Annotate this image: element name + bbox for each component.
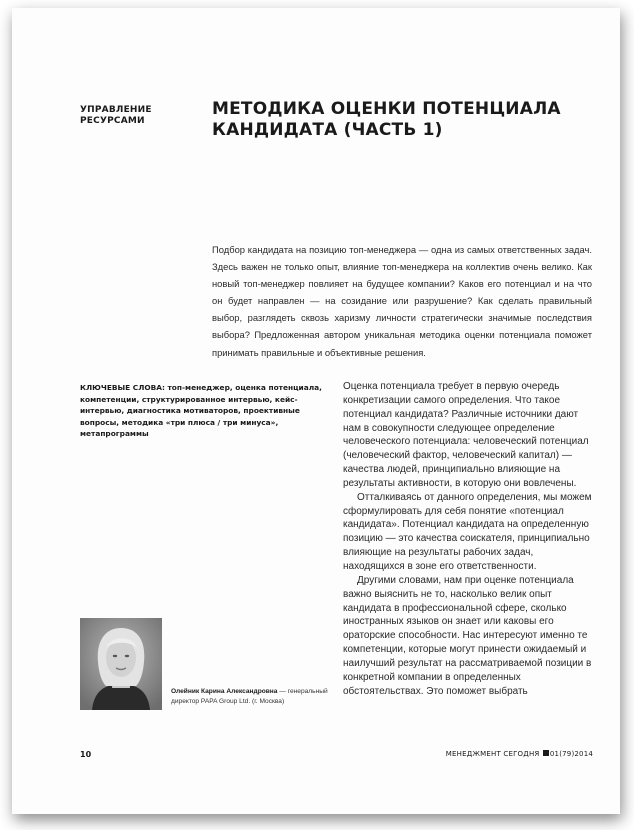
keywords-block [80,382,325,440]
journal-issue: 01(79)2014 [549,750,593,758]
author-caption [171,687,331,707]
page [12,8,620,814]
article-title: МЕТОДИКА ОЦЕНКИ ПОТЕНЦИАЛА КАНДИДАТА (ЧАСТЬ 1) [212,99,561,140]
body-paragraph: Отталкиваясь от данного определения, мы можем сформулировать для себя понятие «потенциал кандидата». Потенциал кандидата на определенную позицию — это качества соискателя, принципиально влияющие на результаты рабочих задач, находящихся в зоне его ответственности. [343,491,592,572]
section-label: УПРАВЛЕНИЕ РЕСУРСАМИ [80,105,152,126]
square-icon [543,750,549,756]
article-lead: Подбор кандидата на позицию топ-менеджера — одна из самых ответственных задач. Здесь важен не только опыт, влияние топ-менеджера на коллектив очень велико. Как новый топ-менеджер повлияет на будущее компании? Каков его потенциал и на что он будет направлен — на созидание или разрушение? Как сделать правильный выбор, разглядеть сквозь харизму личности стратегически значимые последствия выбора? Предложенная автором уникальная методика оценки потенциала поможет принимать правильные и объективные решения. [212,244,592,358]
page-number: 10 [80,750,92,759]
article-body [343,380,595,698]
body-paragraph: Другими словами, нам при оценке потенциала важно выяснить не то, насколько велик опыт кандидата в профессиональной сфере, сколько иностранных языков он знает или каковы его ораторские способности. Нас интересуют именно те компетенции, которые могут принести ожидаемый и наилучший результат на рассматриваемой позиции в конкретной компании в определенных обстоятельствах. Это поможет выбрать [343,574,592,697]
author-photo [80,618,162,710]
keywords-label: КЛЮЧЕВЫЕ СЛОВА: [80,383,165,392]
author-role: — генеральный директор PAPA Group Ltd. (г. Москва) [171,688,328,705]
journal-footer [410,750,593,758]
keywords-text: топ-менеджер, оценка потенциала, компетенции, структурированное интервью, кейс-интервью, диагностика мотиваторов, проективные вопросы, методика «три плюса / три минуса», метапрограммы [80,383,322,438]
journal-name: МЕНЕДЖМЕНТ СЕГОДНЯ [445,750,540,758]
body-paragraph: Оценка потенциала требует в первую очередь конкретизации самого определения. Что такое потенциал кандидата? Различные источники дают нам в совокупности следующее определение человеческого потенциала: человеческий потенциал (человеческий фактор, человеческий капитал) — качества людей, принципиально влияющие на результаты активности, в которую они вовлечены. [343,381,589,489]
author-name: Олейник Карина Александровна [171,688,278,695]
